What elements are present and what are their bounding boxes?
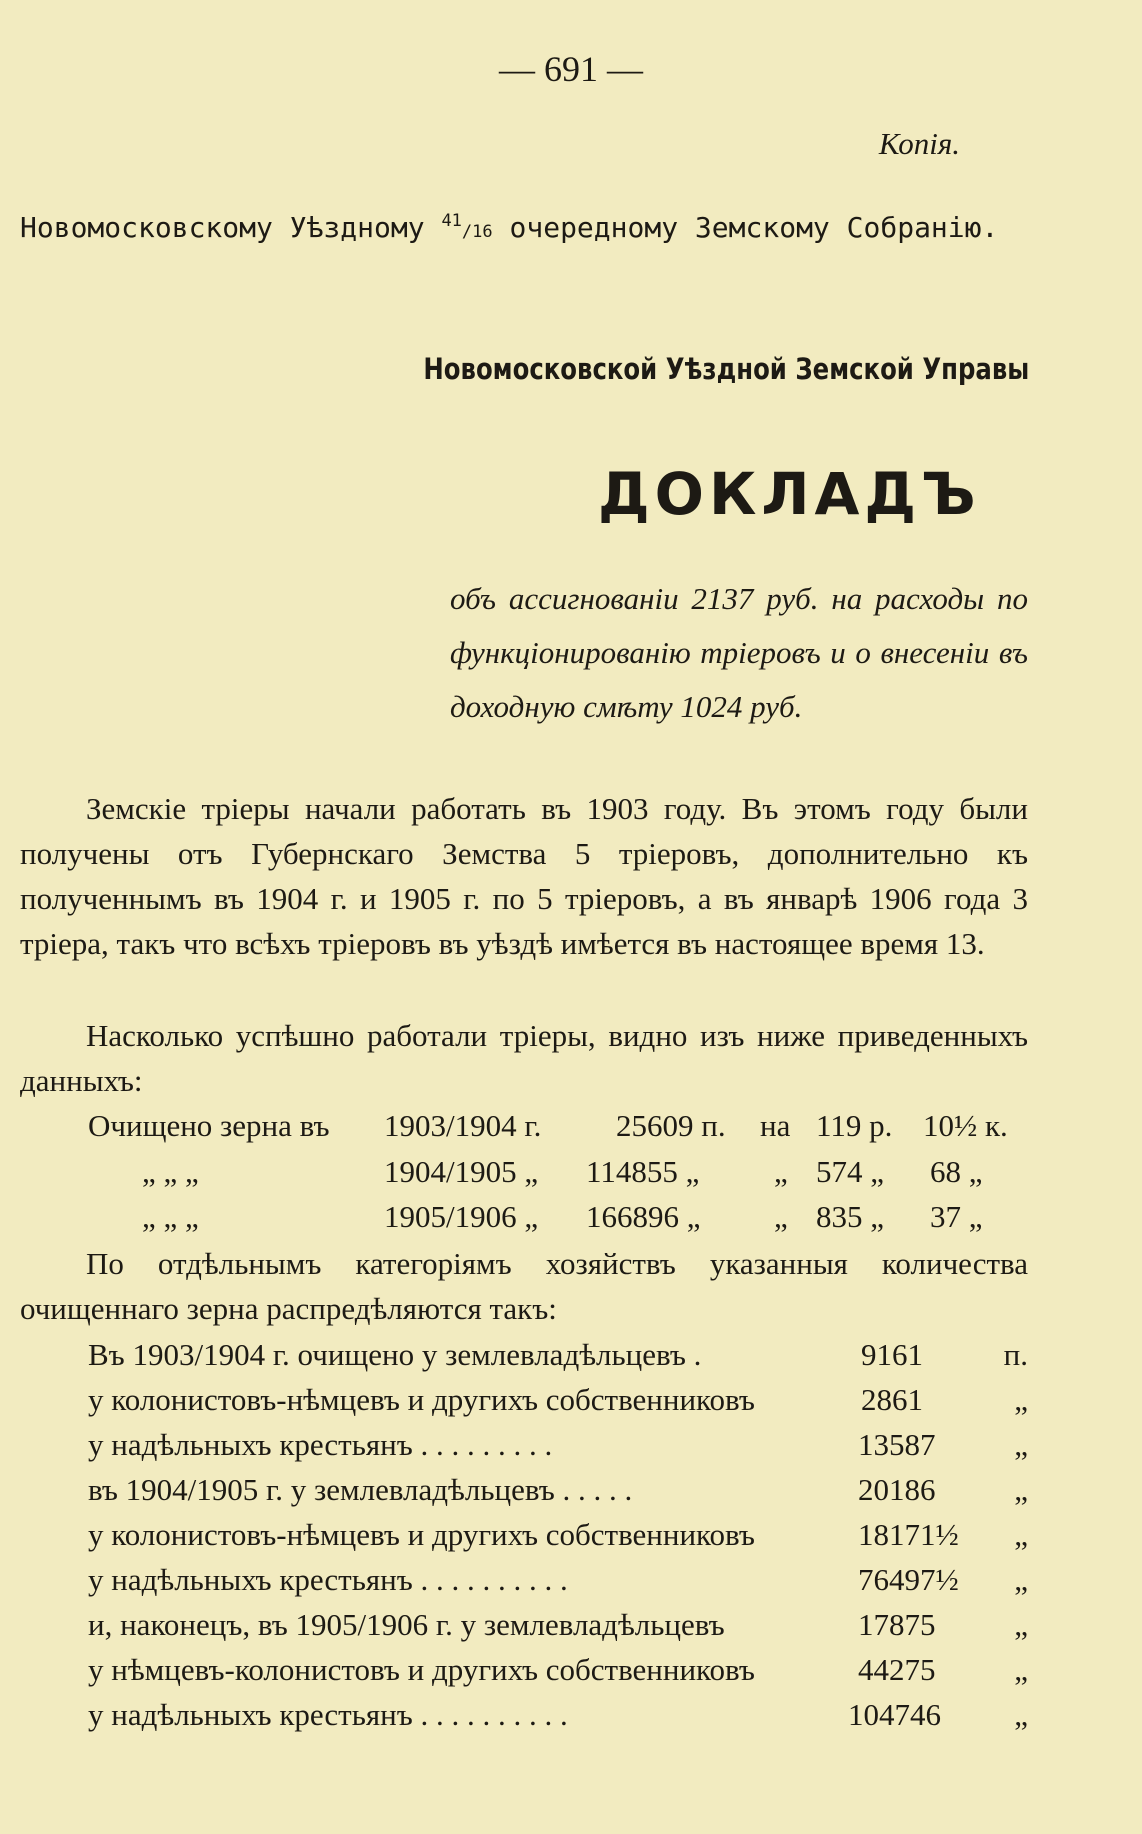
issuing-body: Новомосковской Уѣздной Земской Управы [423, 352, 1029, 386]
addressee [20, 198, 1030, 256]
category-unit: „ [1014, 1652, 1028, 1687]
category-row [88, 1332, 1028, 1377]
cleaning-on: „ [774, 1154, 788, 1189]
category-value: 13587 [858, 1427, 936, 1462]
category-unit: „ [1014, 1472, 1028, 1507]
cleaning-label: „ „ „ [142, 1199, 199, 1234]
category-value: 20186 [858, 1472, 936, 1507]
cleaning-row [88, 1149, 1028, 1194]
cleaning-rubles: 835 „ [816, 1199, 885, 1234]
cleaning-on: на [760, 1108, 791, 1143]
document-subject: объ ассигнованіи 2137 руб. на расходы по функціонированію тріеровъ и о внесеніи въ доходную смѣту 1024 руб. [450, 581, 1028, 724]
cleaning-rubles: 574 „ [816, 1154, 885, 1189]
category-label: у надѣльныхъ крестьянъ . . . . . . . . . [88, 1427, 553, 1462]
cleaning-poods: 114855 „ [586, 1154, 700, 1189]
category-value: 104746 [848, 1697, 941, 1732]
category-label: у колонистовъ-нѣмцевъ и другихъ собственниковъ [88, 1517, 755, 1552]
category-value: 76497½ [858, 1562, 959, 1597]
cleaning-label: Очищено зерна въ [88, 1108, 330, 1143]
page-number: — 691 — [499, 49, 643, 89]
category-unit: „ [1014, 1517, 1028, 1552]
category-value: 44275 [858, 1652, 936, 1687]
addressee-end: очередному Земскому Собранію. [509, 211, 999, 244]
cleaning-kopecks: 37 „ [930, 1199, 983, 1234]
cleaning-poods: 166896 „ [586, 1199, 701, 1234]
category-row [88, 1602, 1028, 1647]
category-unit: „ [1014, 1382, 1028, 1417]
cleaning-year: 1905/1906 „ [384, 1199, 539, 1234]
cleaning-on: „ [774, 1199, 788, 1234]
cleaning-poods: 25609 п. [616, 1108, 726, 1143]
cleaning-label: „ „ „ [142, 1154, 199, 1189]
category-unit: „ [1014, 1562, 1028, 1597]
cleaning-year: 1903/1904 г. [384, 1108, 542, 1143]
category-value: 18171½ [858, 1517, 959, 1552]
cleaning-year: 1904/1905 „ [384, 1154, 539, 1189]
category-label: и, наконецъ, въ 1905/1906 г. у землевладѣльцевъ [88, 1607, 725, 1642]
paragraph-1: Земскіе тріеры начали работать въ 1903 году. Въ этомъ году были получены отъ Губернскаго Земства 5 тріеровъ, дополнительно къ полученнымъ въ 1904 г. и 1905 г. по 5 тріеровъ, а въ январѣ 1906 года 3 тріера, такъ что всѣхъ тріеровъ въ уѣздѣ имѣется въ настоящее время 13. [20, 791, 1028, 961]
category-label: Въ 1903/1904 г. очищено у землевладѣльцевъ . [88, 1337, 702, 1372]
cleaning-row [88, 1194, 1028, 1239]
category-row [88, 1512, 1028, 1557]
addressee-start: Новомосковскому Уѣздному [20, 211, 425, 244]
copy-mark: Копія. [878, 126, 960, 161]
category-value: 9161 [861, 1337, 923, 1372]
category-label: у надѣльныхъ крестьянъ . . . . . . . . . . [88, 1562, 568, 1597]
category-row [88, 1557, 1028, 1602]
category-row [88, 1467, 1028, 1512]
cleaning-row [88, 1103, 1028, 1148]
paragraph-3: По отдѣльнымъ категоріямъ хозяйствъ указанныя количества очищеннаго зерна распредѣляются такъ: [20, 1246, 1028, 1326]
category-row [88, 1377, 1028, 1422]
cleaning-kopecks: 10½ к. [923, 1108, 1008, 1143]
category-value: 17875 [858, 1607, 936, 1642]
cleaning-kopecks: 68 „ [930, 1154, 983, 1189]
category-value: 2861 [861, 1382, 923, 1417]
category-label: въ 1904/1905 г. у землевладѣльцевъ . . . . . [88, 1472, 633, 1507]
category-label: у колонистовъ-нѣмцевъ и другихъ собственниковъ [88, 1382, 755, 1417]
fraction-denominator: /16 [461, 222, 493, 242]
paragraph-2: Насколько успѣшно работали тріеры, видно изъ ниже приведенныхъ данныхъ: [20, 1018, 1028, 1098]
category-row [88, 1422, 1028, 1467]
category-unit: „ [1014, 1607, 1028, 1642]
document-title: ДОКЛАДЪ [598, 460, 981, 528]
category-label: у нѣмцевъ-колонистовъ и другихъ собственниковъ [88, 1652, 755, 1687]
category-row [88, 1692, 1028, 1737]
category-unit: „ [1014, 1427, 1028, 1462]
category-row [88, 1647, 1028, 1692]
category-unit: п. [1003, 1337, 1028, 1372]
category-unit: „ [1014, 1697, 1028, 1732]
fraction-numerator: 41 [441, 211, 462, 231]
category-label: у надѣльныхъ крестьянъ . . . . . . . . . . [88, 1697, 568, 1732]
cleaning-rubles: 119 р. [816, 1108, 893, 1143]
